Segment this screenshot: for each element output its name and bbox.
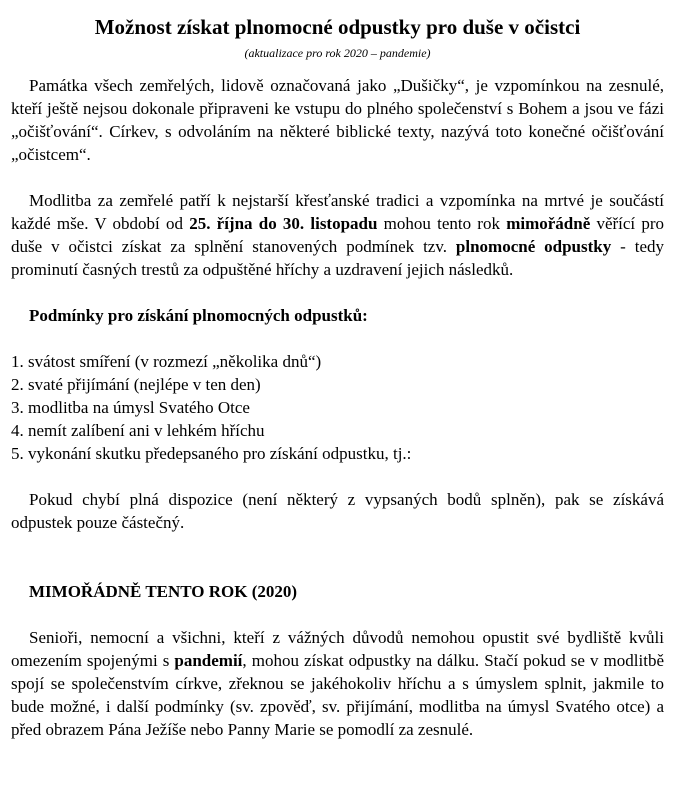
paragraph-prayer-term: plnomocné odpustky (455, 237, 612, 256)
condition-item: 1. svátost smíření (v rozmezí „několika dnů“) (11, 352, 322, 371)
paragraph-prayer (11, 189, 664, 281)
paragraph-pandemic-text-2: , mohou získat odpustky na dálku. Stačí pokud se v modlitbě spojí se společenstvím církve, zřeknou se jakéhokoliv hříchu a s úmyslem splnit, jakmile to bude možné, i další podmínky (sv. zpověď, sv. přijímání, modlitba na úmysl Svatého otce) a před obrazem Pána Ježíše nebo Panny Marie se pomodlí za zesnulé. (11, 651, 664, 739)
condition-item: 4. nemít zalíbení ani v lehkém hříchu (11, 421, 265, 440)
condition-item: 3. modlitba na úmysl Svatého Otce (11, 398, 250, 417)
paragraph-intro: Památka všech zemřelých, lidově označovaná jako „Dušičky“, je vzpomínkou na zesnulé, kteří ještě nejsou dokonale připraveni ke vstupu do plného společenství s Bohem a jsou ve fázi „očišťování“. Církev, s odvoláním na některé biblické texty, nazývá toto konečné očišťování „očistcem“. (11, 76, 664, 164)
paragraph-pandemic-term: pandemií (174, 651, 243, 670)
condition-item: 5. vykonání skutku předepsaného pro získání odpustku, tj.: (11, 444, 412, 463)
paragraph-partial-indulgence: Pokud chybí plná dispozice (není některý z vypsaných bodů splněn), pak se získává odpustek pouze částečný. (11, 490, 664, 532)
paragraph-prayer-emphasis: mimořádně (506, 214, 591, 233)
paragraph-prayer-text-2: mohou tento rok (377, 214, 507, 233)
condition-item: 2. svaté přijímání (nejlépe v ten den) (11, 375, 261, 394)
paragraph-pandemic (11, 626, 664, 741)
paragraph-pandemic-text-1: Senioři, nemocní a všichni, kteří z vážných důvodů nemohou opustit své bydliště kvůli omezením spojenými s (11, 628, 664, 670)
paragraph-prayer-date-range: 25. října do 30. listopadu (189, 214, 378, 233)
paragraph-prayer-text-4: - tedy prominutí časných trestů za odpuštěné hříchy a uzdravení jejich následků. (11, 237, 664, 279)
document-subtitle: (aktualizace pro rok 2020 – pandemie) (244, 46, 431, 60)
conditions-list (11, 350, 664, 465)
conditions-heading: Podmínky pro získání plnomocných odpustků: (29, 306, 368, 325)
document-title: Možnost získat plnomocné odpustky pro duše v očistci (94, 15, 581, 39)
paragraph-prayer-text-1: Modlitba za zemřelé patří k nejstarší křesťanské tradici a vzpomínka na mrtvé je součástí každé mše. V období od (11, 191, 664, 233)
section-heading-2020: MIMOŘÁDNĚ TENTO ROK (2020) (29, 582, 298, 601)
paragraph-prayer-text-3: věřící pro duše v očistci získat za splnění stanovených podmínek tzv. (11, 214, 665, 256)
